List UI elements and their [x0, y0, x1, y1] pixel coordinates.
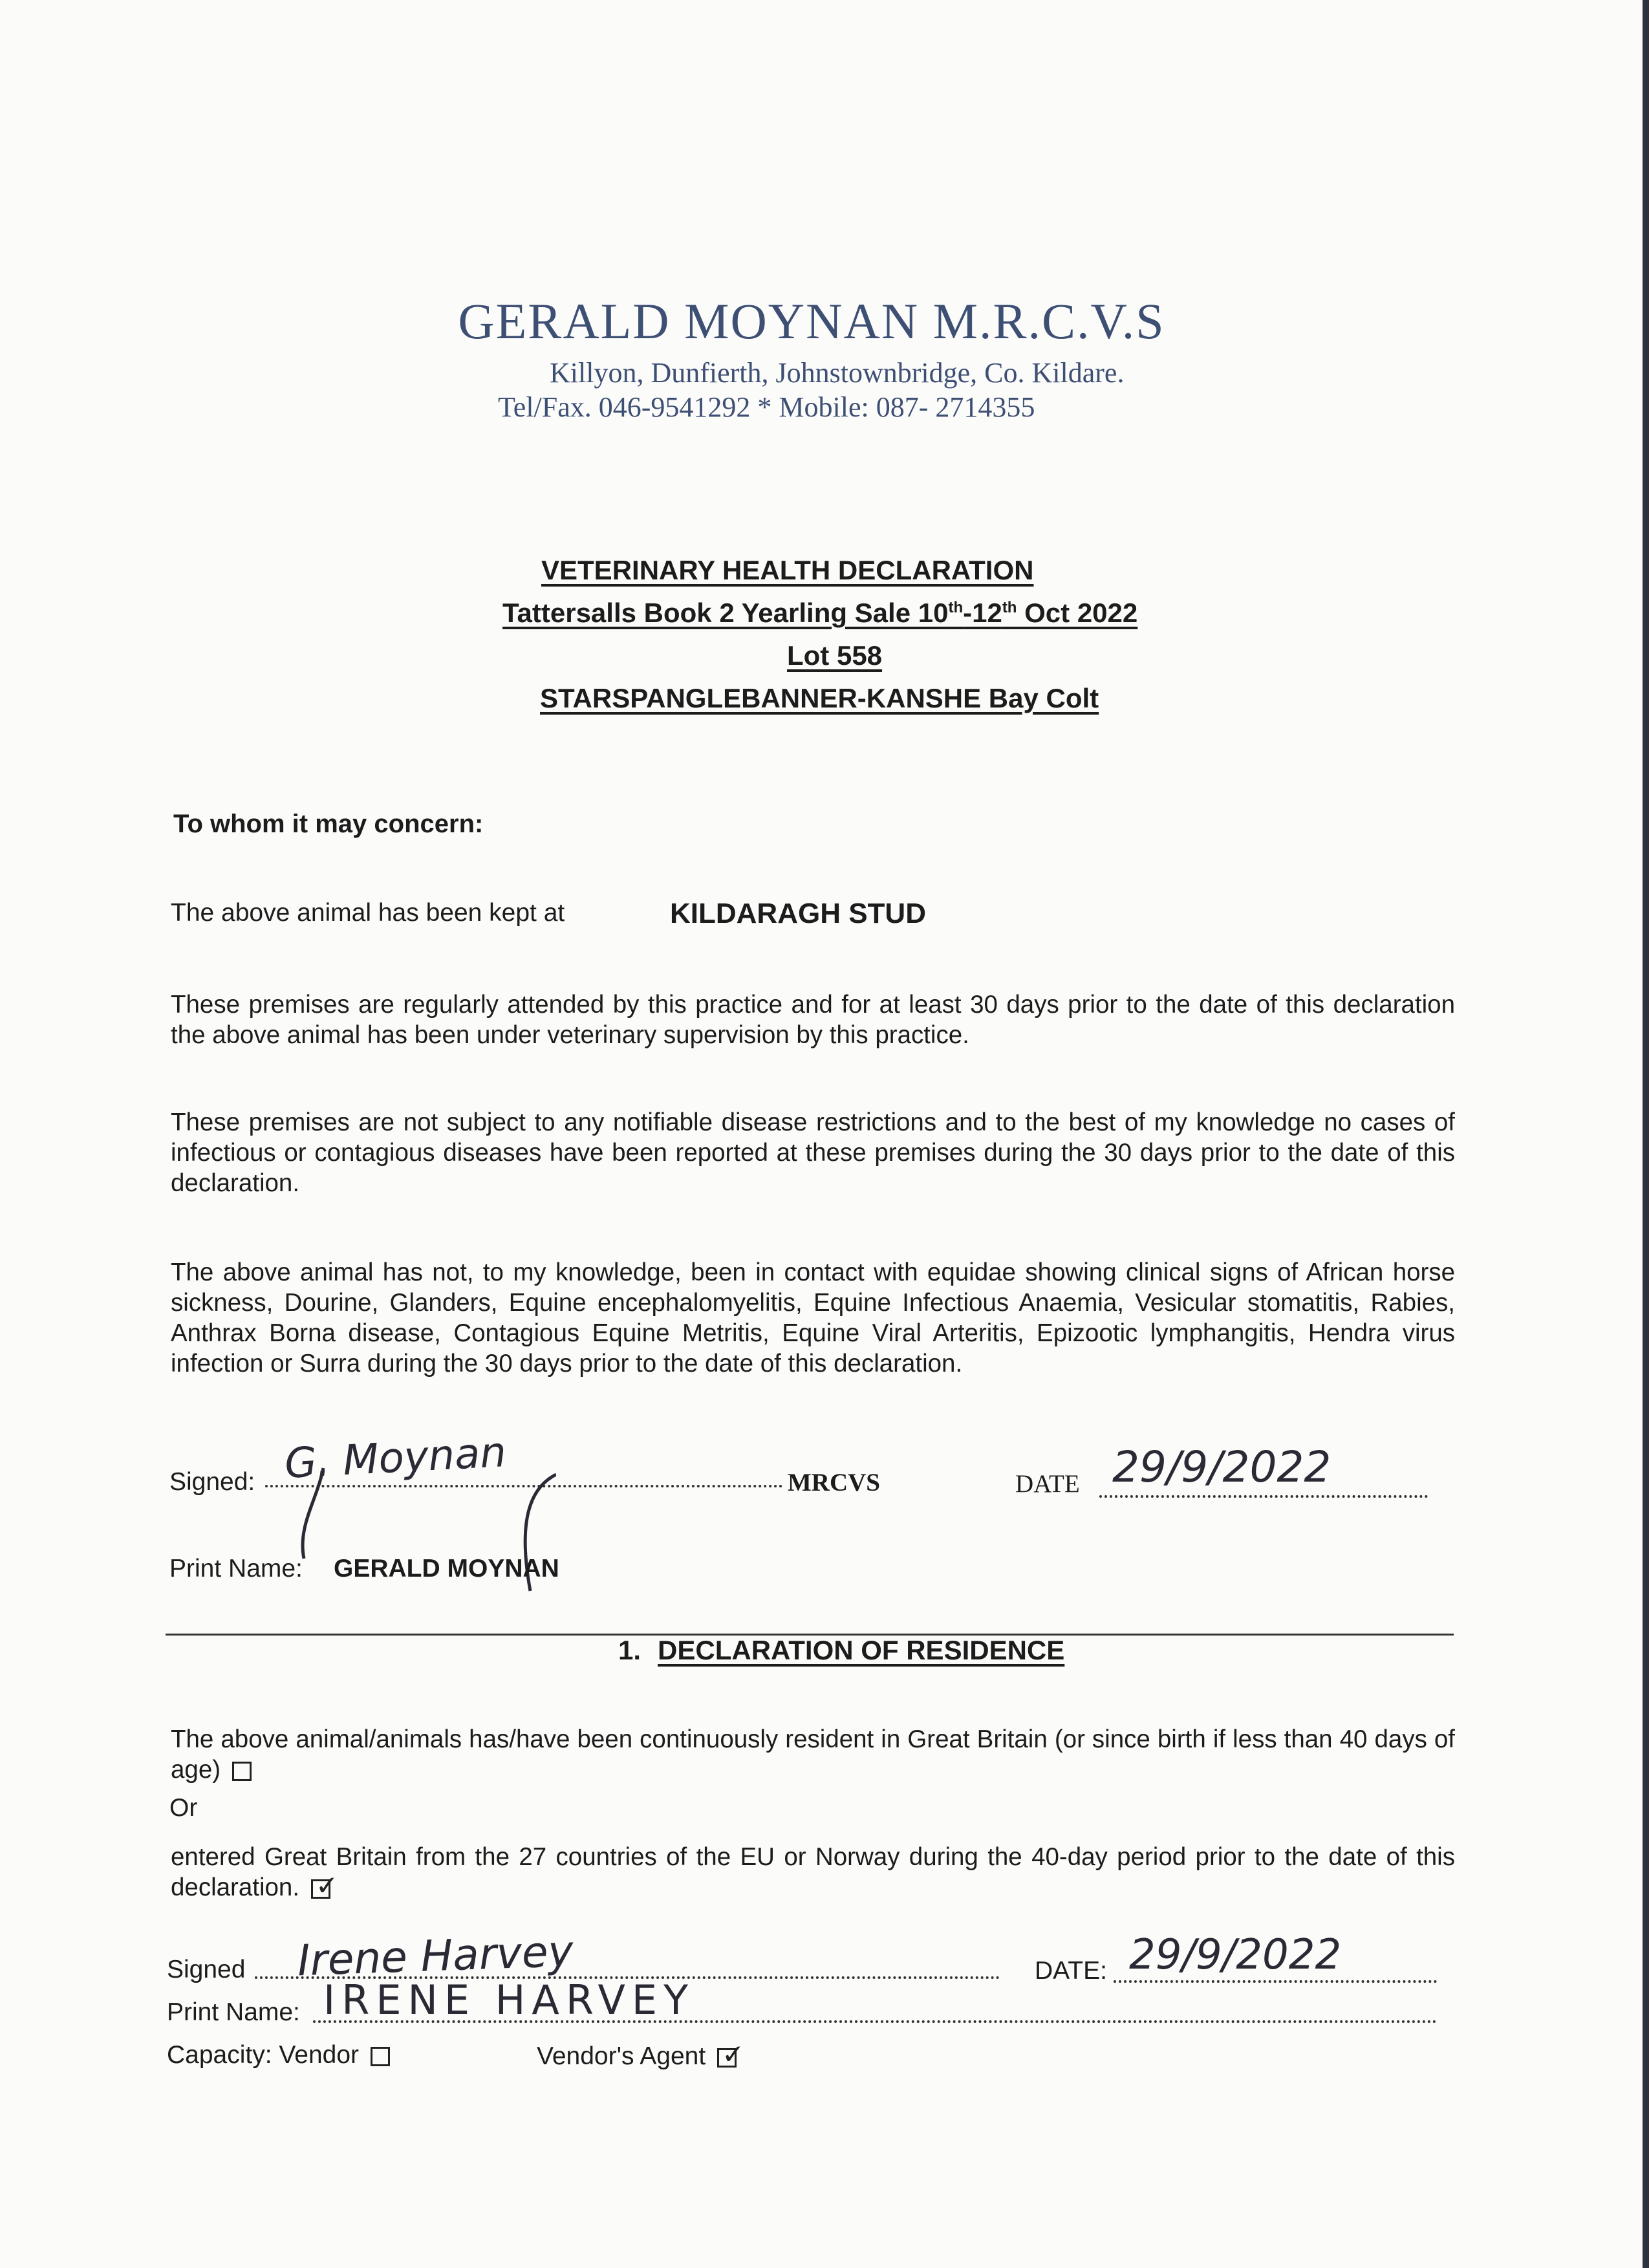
vet-date-line	[1099, 1495, 1428, 1498]
contact-paragraph: The above animal has not, to my knowledge, been in contact with equidae showing clinical signs of African horse sickness, Dourine, Glanders, Equine encephalomyelitis, Equine Infectious Anaemia, Vesicular stomatitis, Rabies, Anthrax Borna disease, Contagious Equine Metritis, Equine Viral Arteritis, Epizootic lymphangitis, Hendra virus infection or Surra during the 30 days prior to the date of this declaration.	[171, 1258, 1455, 1377]
vet-mrcvs-suffix: MRCVS	[788, 1469, 880, 1496]
vet-signed-label: Signed:	[169, 1468, 255, 1496]
residence-option-2: entered Great Britain from the 27 countries of the EU or Norway during the 40-day period prior to the date of this declaration. ✓	[171, 1843, 1455, 1901]
kept-at-label: The above animal has been kept at	[171, 899, 565, 927]
vendor-signed-label: Signed	[167, 1956, 246, 1983]
vendor-signature: Irene Harvey	[296, 1926, 574, 1986]
residence-or: Or	[169, 1794, 198, 1822]
vendor-capacity: Capacity: Vendor	[167, 2041, 390, 2069]
vet-date-label: DATE	[1015, 1470, 1080, 1498]
vendor-print-name-label: Print Name:	[167, 1998, 300, 2026]
vet-print-name-value: GERALD MOYNAN	[334, 1555, 559, 1582]
vendor-date-value: 29/9/2022	[1129, 1931, 1342, 1979]
vet-signature: G. Moynan	[283, 1429, 508, 1488]
letterhead-address: Killyon, Dunfierth, Johnstownbridge, Co. Kildare.	[550, 357, 1125, 389]
vet-print-name-label: Print Name:	[169, 1555, 303, 1582]
vet-date-value: 29/9/2022	[1112, 1442, 1331, 1492]
residence-option-1-checkbox[interactable]	[232, 1762, 252, 1781]
disease-restrictions-paragraph: These premises are not subject to any notifiable disease restrictions and to the best of my knowledge no cases of infectious or contagious diseases have been reported at these premises during the 30 days prior to the date of this declaration.	[171, 1108, 1455, 1197]
kept-at-value: KILDARAGH STUD	[670, 898, 926, 929]
sale-title: Tattersalls Book 2 Yearling Sale 10th-12th Oct 2022	[502, 598, 1138, 628]
vendor-date-line	[1114, 1980, 1437, 1983]
salutation: To whom it may concern:	[173, 810, 484, 838]
scan-edge	[1643, 0, 1649, 2268]
residence-option-2-checkbox[interactable]: ✓	[311, 1879, 330, 1899]
letterhead-name: GERALD MOYNAN M.R.C.V.S	[458, 293, 1165, 349]
capacity-vendor-checkbox[interactable]	[371, 2047, 390, 2066]
vendor-print-name-value: IRENE HARVEY	[323, 1976, 695, 2024]
vendor-agent-capacity: Vendor's Agent ✓	[537, 2038, 745, 2070]
residence-heading: 1. DECLARATION OF RESIDENCE	[618, 1635, 1065, 1665]
supervision-paragraph: These premises are regularly attended by this practice and for at least 30 days prior to the date of this declaration the above animal has been under veterinary supervision by this practice.	[171, 991, 1455, 1049]
letterhead-phone: Tel/Fax. 046-9541292 * Mobile: 087- 2714355	[498, 391, 1035, 423]
horse-description: STARSPANGLEBANNER-KANSHE Bay Colt	[540, 683, 1099, 713]
vendor-date-label: DATE:	[1035, 1957, 1107, 1985]
capacity-agent-checkbox[interactable]: ✓	[717, 2048, 737, 2068]
lot-number: Lot 558	[787, 640, 883, 671]
residence-option-1: The above animal/animals has/have been continuously resident in Great Britain (or since birth if less than 40 days of age)	[171, 1725, 1455, 1784]
document-title: VETERINARY HEALTH DECLARATION	[541, 555, 1034, 585]
